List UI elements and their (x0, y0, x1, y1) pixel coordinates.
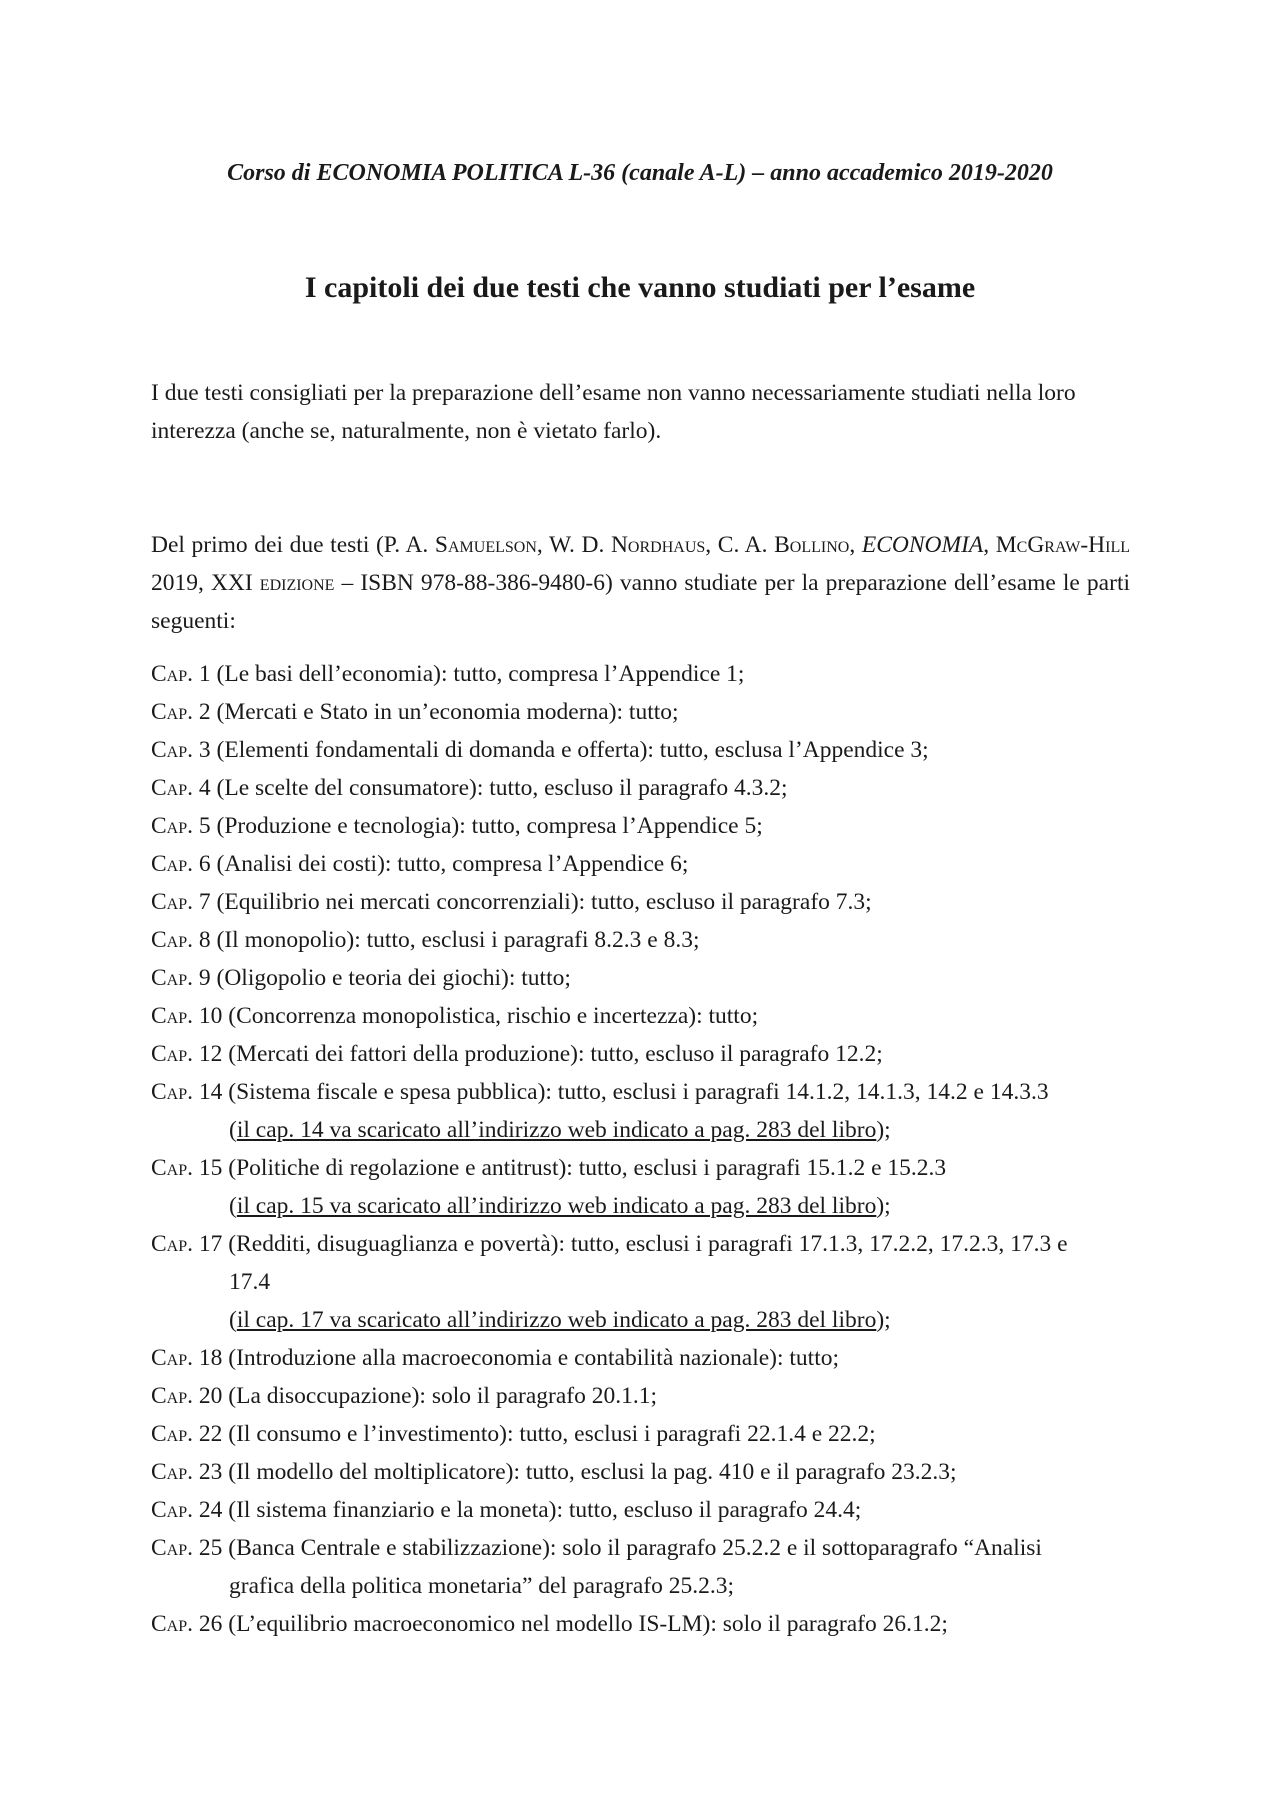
author-bollino: Bollino (774, 532, 850, 558)
text-separator: , (849, 532, 862, 558)
chapter-number: 18 (193, 1345, 223, 1371)
download-note-text: il cap. 14 va scaricato all’indirizzo web indicato a pag. 283 del libro (236, 1117, 877, 1143)
chapter-prefix: Cap. (151, 813, 194, 839)
chapter-prefix: Cap. (151, 1459, 194, 1485)
chapter-prefix: Cap. (151, 1421, 194, 1447)
chapter-number: 22 (193, 1421, 223, 1447)
chapter-description: (Mercati dei fattori della produzione): tutto, escluso il paragrafo 12.2; (222, 1041, 883, 1067)
chapter-prefix: Cap. (151, 1079, 194, 1105)
edition: edizione (259, 570, 335, 596)
text-separator: , C. A. (705, 532, 775, 558)
download-note-text: il cap. 15 va scaricato all’indirizzo web indicato a pag. 283 del libro (236, 1193, 877, 1219)
publisher: McGraw-Hill (995, 532, 1131, 558)
text-separator: , (983, 532, 996, 558)
chapter-prefix: Cap. (151, 699, 194, 725)
book-title: ECONOMIA (861, 532, 984, 558)
chapter-description: (Produzione e tecnologia): tutto, compresa l’Appendice 5; (210, 813, 763, 839)
chapter-item (151, 1073, 1130, 1149)
chapter-number: 12 (193, 1041, 223, 1067)
chapter-description: (Concorrenza monopolistica, rischio e incertezza): tutto; (222, 1003, 759, 1029)
chapter-prefix: Cap. (151, 1003, 194, 1029)
chapter-item (151, 959, 1130, 997)
chapter-number: 14 (193, 1079, 223, 1105)
chapter-item (151, 1529, 1130, 1605)
chapter-number: 17 (193, 1231, 223, 1257)
chapter-prefix: Cap. (151, 661, 194, 687)
chapter-item (151, 1453, 1130, 1491)
chapter-item (151, 1225, 1130, 1339)
chapter-item (151, 921, 1130, 959)
chapter-prefix: Cap. (151, 965, 194, 991)
page-title: I capitoli dei due testi che vanno studiati per l’esame (304, 271, 976, 304)
chapter-number: 20 (193, 1383, 223, 1409)
text-prefix: Del primo dei due testi (P. A. (151, 532, 435, 558)
chapter-description: (L’equilibrio macroeconomico nel modello IS-LM): solo il paragrafo 26.1.2; (222, 1611, 948, 1637)
chapter-description: (Le basi dell’economia): tutto, compresa l’Appendice 1; (210, 661, 745, 687)
chapter-description: (Redditi, disuguaglianza e povertà): tutto, esclusi i paragrafi 17.1.3, 17.2.2, 17.2.3, 17.3 e (222, 1231, 1068, 1257)
chapter-continuation: 17.4 (229, 1269, 271, 1295)
chapter-prefix: Cap. (151, 1155, 194, 1181)
text-separator: , W. D. (536, 532, 611, 558)
first-text-paragraph (151, 526, 1130, 640)
author-samuelson: Samuelson (434, 532, 537, 558)
chapter-description: (Le scelte del consumatore): tutto, escluso il paragrafo 4.3.2; (210, 775, 788, 801)
chapter-item (151, 1491, 1130, 1529)
chapter-prefix: Cap. (151, 1535, 194, 1561)
chapter-prefix: Cap. (151, 1611, 194, 1637)
chapter-prefix: Cap. (151, 1383, 194, 1409)
chapter-description: (Il monopolio): tutto, esclusi i paragrafi 8.2.3 e 8.3; (210, 927, 700, 953)
chapter-number: 6 (193, 851, 211, 877)
chapter-item (151, 1149, 1130, 1225)
chapter-description: (Politiche di regolazione e antitrust): tutto, esclusi i paragrafi 15.1.2 e 15.2.3 (222, 1155, 947, 1181)
chapter-number: 5 (193, 813, 211, 839)
chapter-item (151, 1377, 1130, 1415)
chapter-item (151, 731, 1130, 769)
chapter-number: 23 (193, 1459, 223, 1485)
chapter-continuation: grafica della politica monetaria” del paragrafo 25.2.3; (229, 1573, 735, 1599)
chapter-description: (Il sistema finanziario e la moneta): tutto, escluso il paragrafo 24.4; (222, 1497, 862, 1523)
chapter-description: (Il consumo e l’investimento): tutto, esclusi i paragrafi 22.1.4 e 22.2; (222, 1421, 876, 1447)
chapter-description: (Introduzione alla macroeconomia e contabilità nazionale): tutto; (222, 1345, 840, 1371)
chapter-item (151, 693, 1130, 731)
chapter-item (151, 769, 1130, 807)
chapter-item (151, 1415, 1130, 1453)
intro-paragraph: I due testi consigliati per la preparazione dell’esame non vanno necessariamente studiati nella loro interezza (anche se, naturalmente, non è vietato farlo). (151, 380, 1076, 444)
chapter-number: 24 (193, 1497, 223, 1523)
chapter-description: (Sistema fiscale e spesa pubblica): tutto, esclusi i paragrafi 14.1.2, 14.1.3, 14.2 e 14.3.3 (222, 1079, 1049, 1105)
chapter-description: (Elementi fondamentali di domanda e offerta): tutto, esclusa l’Appendice 3; (210, 737, 929, 763)
chapter-item (151, 997, 1130, 1035)
text-suffix: – ISBN 978-88-386-9480-6) vanno studiate per la preparazione dell’esame le parti seguenti: (151, 570, 1130, 634)
chapter-prefix: Cap. (151, 1231, 194, 1257)
chapter-item (151, 845, 1130, 883)
chapter-prefix: Cap. (151, 1345, 194, 1371)
download-note: (il cap. 14 va scaricato all’indirizzo web indicato a pag. 283 del libro); (229, 1117, 891, 1143)
chapter-number: 10 (193, 1003, 223, 1029)
chapter-prefix: Cap. (151, 889, 194, 915)
chapter-number: 3 (193, 737, 211, 763)
chapter-item (151, 883, 1130, 921)
download-note: (il cap. 15 va scaricato all’indirizzo web indicato a pag. 283 del libro); (229, 1193, 891, 1219)
chapter-list (151, 655, 1130, 1643)
chapter-prefix: Cap. (151, 1041, 194, 1067)
chapter-description: (Oligopolio e teoria dei giochi): tutto; (210, 965, 571, 991)
chapter-prefix: Cap. (151, 851, 194, 877)
chapter-number: 25 (193, 1535, 223, 1561)
chapter-prefix: Cap. (151, 1497, 194, 1523)
chapter-item (151, 1339, 1130, 1377)
chapter-description: (Banca Centrale e stabilizzazione): solo il paragrafo 25.2.2 e il sottoparagrafo “Analisi (222, 1535, 1042, 1561)
chapter-number: 8 (193, 927, 211, 953)
chapter-number: 9 (193, 965, 211, 991)
chapter-item (151, 1605, 1130, 1643)
chapter-description: (Analisi dei costi): tutto, compresa l’Appendice 6; (210, 851, 689, 877)
chapter-prefix: Cap. (151, 737, 194, 763)
chapter-prefix: Cap. (151, 927, 194, 953)
chapter-number: 26 (193, 1611, 223, 1637)
text-separator: 2019, XXI (151, 570, 260, 596)
chapter-number: 4 (193, 775, 211, 801)
chapter-number: 15 (193, 1155, 223, 1181)
download-note: (il cap. 17 va scaricato all’indirizzo web indicato a pag. 283 del libro); (229, 1307, 891, 1333)
chapter-description: (Mercati e Stato in un’economia moderna): tutto; (210, 699, 679, 725)
chapter-item (151, 1035, 1130, 1073)
chapter-item (151, 807, 1130, 845)
chapter-description: (Il modello del moltiplicatore): tutto, esclusi la pag. 410 e il paragrafo 23.2.3; (222, 1459, 957, 1485)
chapter-description: (La disoccupazione): solo il paragrafo 20.1.1; (222, 1383, 657, 1409)
course-heading: Corso di ECONOMIA POLITICA L-36 (canale A-L) – anno accademico 2019-2020 (227, 160, 1053, 186)
chapter-prefix: Cap. (151, 775, 194, 801)
chapter-number: 1 (193, 661, 211, 687)
chapter-description: (Equilibrio nei mercati concorrenziali): tutto, escluso il paragrafo 7.3; (210, 889, 872, 915)
chapter-item (151, 655, 1130, 693)
author-nordhaus: Nordhaus (610, 532, 706, 558)
chapter-number: 2 (193, 699, 211, 725)
chapter-number: 7 (193, 889, 211, 915)
download-note-text: il cap. 17 va scaricato all’indirizzo web indicato a pag. 283 del libro (236, 1307, 877, 1333)
